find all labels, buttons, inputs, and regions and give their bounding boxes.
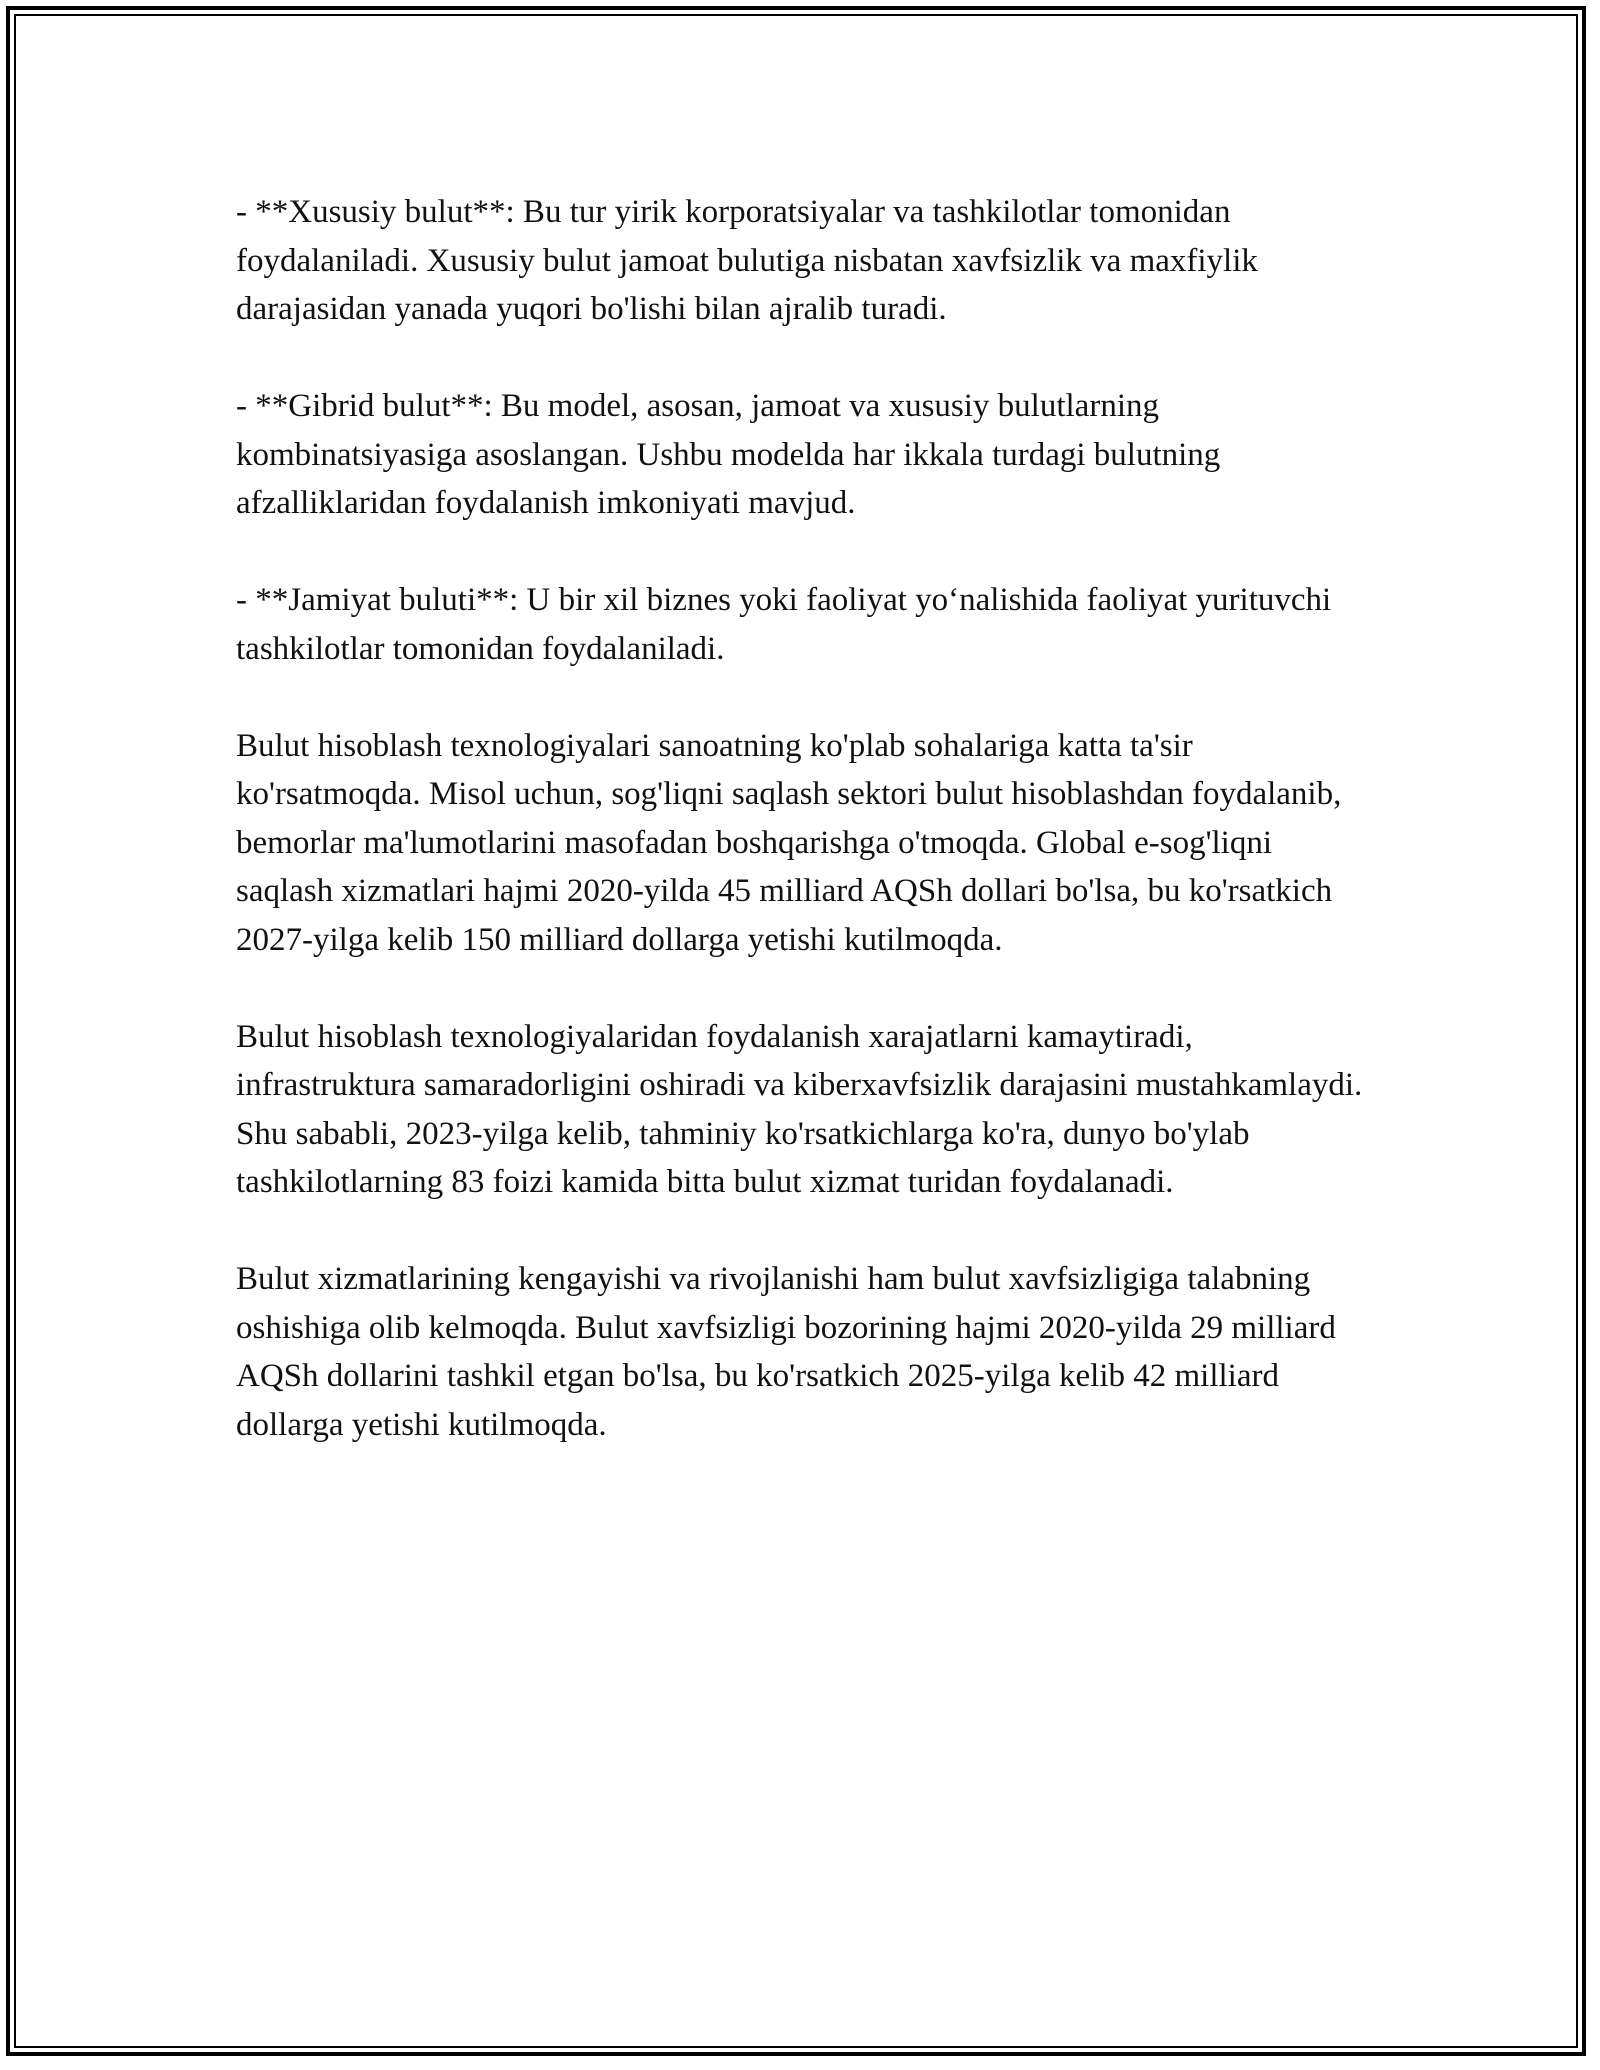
paragraph-private-cloud: - **Xususiy bulut**: Bu tur yirik korporatsiyalar va tashkilotlar tomonidan foydalaniladi. Xususiy bulut jamoat bulutiga nisbatan xavfsizlik va maxfiylik darajasidan yanada yuqori bo'lishi bilan ajralib turadi. bbox=[236, 194, 1258, 327]
paragraph-community-cloud: - **Jamiyat buluti**: U bir xil biznes yoki faoliyat yo‘nalishida faoliyat yurituvchi tashkilotlar tomonidan foydalaniladi. bbox=[236, 582, 1332, 667]
paragraph-hybrid-cloud: - **Gibrid bulut**: Bu model, asosan, jamoat va xususiy bulutlarning kombinatsiyasiga asoslangan. Ushbu modelda har ikkala turdagi bulutning afzalliklaridan foydalanish imkoniyati mavjud. bbox=[236, 388, 1221, 521]
paragraph-industry-impact: Bulut hisoblash texnologiyalari sanoatning ko'plab sohalariga katta ta'sir ko'rsatmoqda. Misol uchun, sog'liqni saqlash sektori bulut hisoblashdan foydalanib, bemorlar ma'lumotlarini masofadan boshqarishga o'tmoqda. Global e-sog'liqni saqlash xizmatlari hajmi 2020-yilda 45 milliard AQSh dollari bo'lsa, bu ko'rsatkich 2027-yilga kelib 150 milliard dollarga yetishi kutilmoqda. bbox=[236, 727, 1342, 958]
paragraph-cost-benefits: Bulut hisoblash texnologiyalaridan foydalanish xarajatlarni kamaytiradi, infrastruktura samaradorligini oshiradi va kiberxavfsizlik darajasini mustahkamlaydi. Shu sababli, 2023-yilga kelib, tahminiy ko'rsatkichlarga ko'ra, dunyo bo'ylab tashkilotlarning 83 foizi kamida bitta bulut xizmat turidan foydalanadi. bbox=[236, 1018, 1363, 1200]
paragraph-cloud-security: Bulut xizmatlarining kengayishi va rivojlanishi ham bulut xavfsizligiga talabning oshishiga olib kelmoqda. Bulut xavfsizligi bozorining hajmi 2020-yilda 29 milliard AQSh dollarini tashkil etgan bo'lsa, bu ko'rsatkich 2025-yilga kelib 42 milliard dollarga yetishi kutilmoqda. bbox=[236, 1261, 1336, 1443]
document-body bbox=[236, 188, 1366, 1498]
